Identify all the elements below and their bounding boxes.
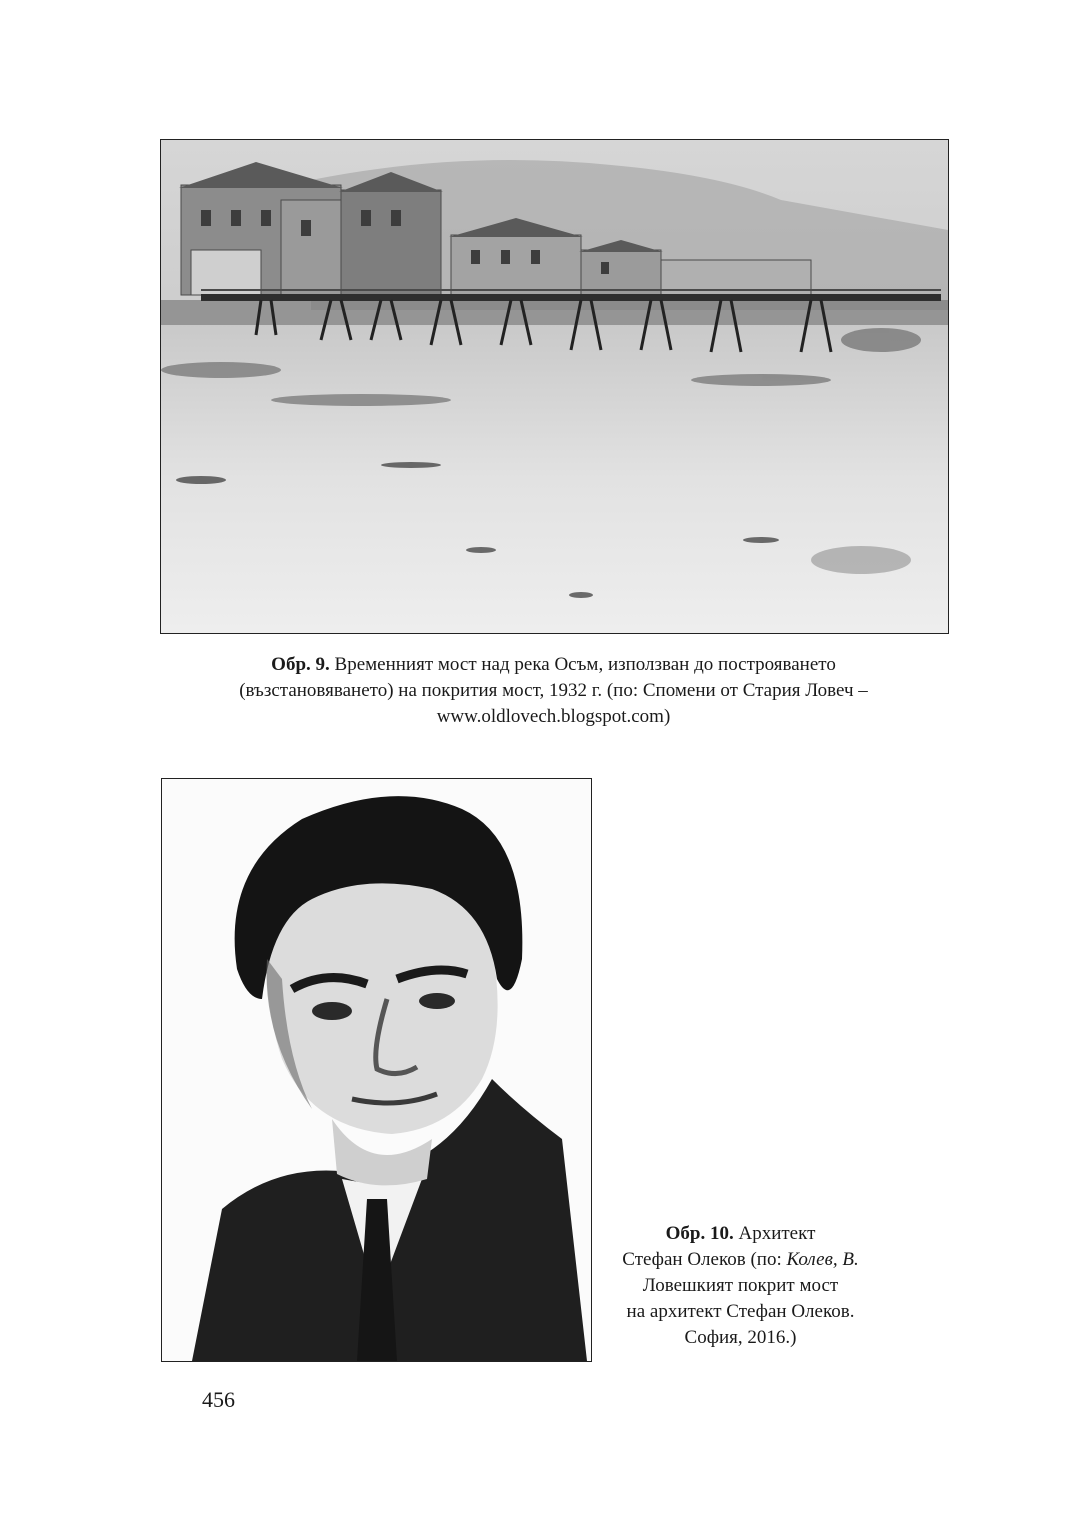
figure-10-caption-line-1 (598, 1221, 883, 1247)
bridge-photograph (160, 139, 949, 634)
figure-9-caption (160, 652, 947, 730)
figure-10-caption-line-2 (598, 1247, 883, 1273)
portrait-photograph (161, 778, 592, 1362)
figure-10-label: Обр. 10. (665, 1223, 734, 1244)
figure-9-caption-line-3: www.oldlovech.blogspot.com) (436, 706, 671, 727)
figure-9-caption-text-1: Временният мост над река Осъм, използван до построяването (329, 654, 836, 675)
figure-10-caption-text-2: Стефан Олеков (по: (622, 1249, 787, 1270)
figure-9-label: Обр. 9. (271, 654, 330, 675)
figure-10-caption-text-1: Архитект (733, 1223, 816, 1244)
figure-10-caption-italic: Колев, В. (786, 1249, 859, 1270)
figure-9-caption-line-1 (160, 652, 947, 678)
figure-10-caption-line-4: на архитект Стефан Олеков. (626, 1301, 855, 1322)
figure-9-caption-line-2: (възстановяването) на покрития мост, 1932 г. (по: Спомени от Стария Ловеч – (239, 680, 868, 701)
figure-10-caption (598, 1221, 883, 1351)
page-number: 456 (202, 1387, 235, 1412)
figure-10-caption-line-3: Ловешкият покрит мост (642, 1275, 839, 1296)
figure-10-caption-line-5: София, 2016.) (684, 1327, 797, 1348)
